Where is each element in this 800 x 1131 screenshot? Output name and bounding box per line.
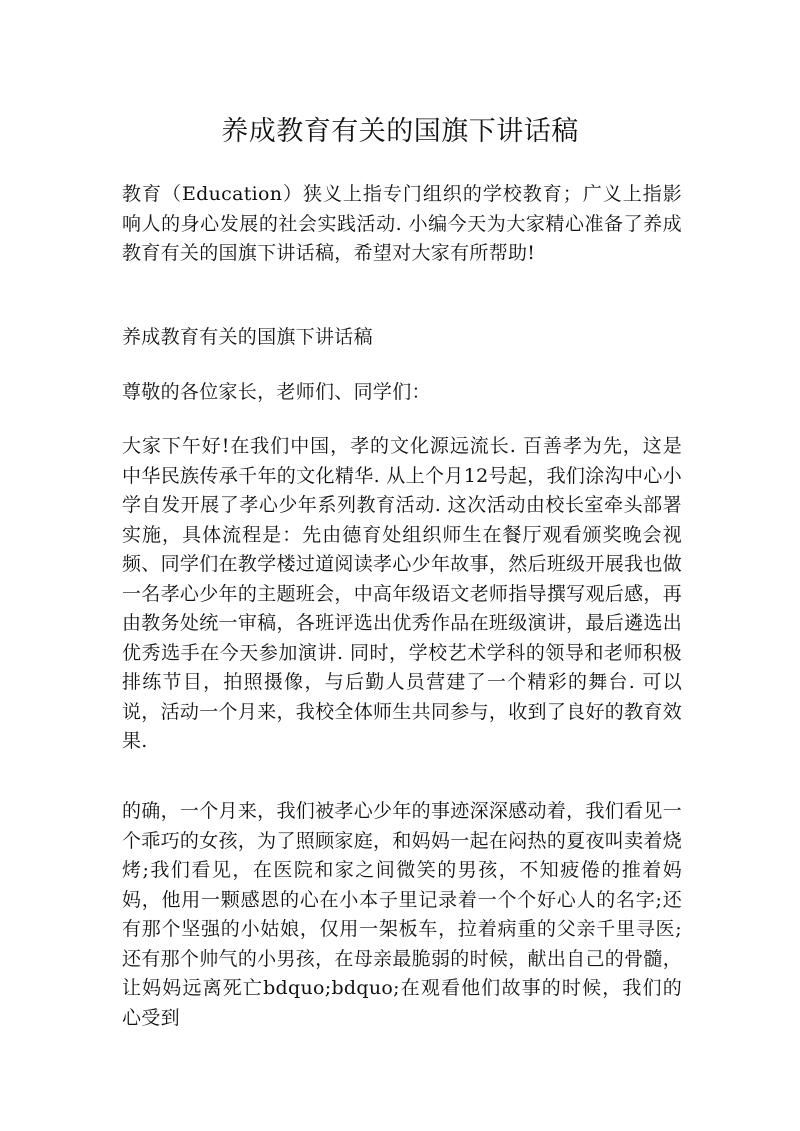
section-heading: 养成教育有关的国旗下讲话稿 <box>122 326 373 348</box>
body-paragraph: 的确，一个月来，我们被孝心少年的事迹深深感动着，我们看见一个乖巧的女孩，为了照顾家庭，和妈妈一起在闷热的夏夜叫卖着烧烤;我们看见，在医院和家之间微笑的男孩，不知疲倦的推着妈妈，他用一颗感恩的心在小本子里记录着一个个好心人的名字;还有那个坚强的小姑娘，仅用一架板车，拉着病重的父亲千里寻医;还有那个帅气的小男孩，在母亲最脆弱的时候，献出自己的骨髓，让妈妈远离死亡bdquo;bdquo;在观看他们故事的时候，我们的心受到 <box>122 800 682 1029</box>
intro-paragraph: 教育（Education）狭义上指专门组织的学校教育；广义上指影响人的身心发展的社会实践活动. 小编今天为大家精心准备了养成教育有关的国旗下讲话稿，希望对大家有所帮助! <box>122 183 682 264</box>
salutation-paragraph: 尊敬的各位家长，老师们、同学们： <box>122 381 431 403</box>
body-paragraph: 大家下午好!在我们中国，孝的文化源远流长. 百善孝为先，这是中华民族传承千年的文化精华. 从上个月12号起，我们涂沟中心小学自发开展了孝心少年系列教育活动. 这次活动由校长室牵头部署实施，具体流程是：先由德育处组织师生在餐厅观看颁奖晚会视频、同学们在教学楼过道阅读孝心少年故事，然后班级开展我也做一名孝心少年的主题班会，中高年级语文老师指导撰写观后感，再由教务处统一审稿，各班评选出优秀作品在班级演讲，最后遴选出优秀选手在今天参加演讲. 同时，学校艺术学科的领导和老师积极排练节目，拍照摄像，与后勤人员营建了一个精彩的舞台. 可以说，活动一个月来，我校全体师生共同参与，收到了良好的教育效果. <box>122 435 682 752</box>
document-title: 养成教育有关的国旗下讲话稿 <box>221 116 579 147</box>
